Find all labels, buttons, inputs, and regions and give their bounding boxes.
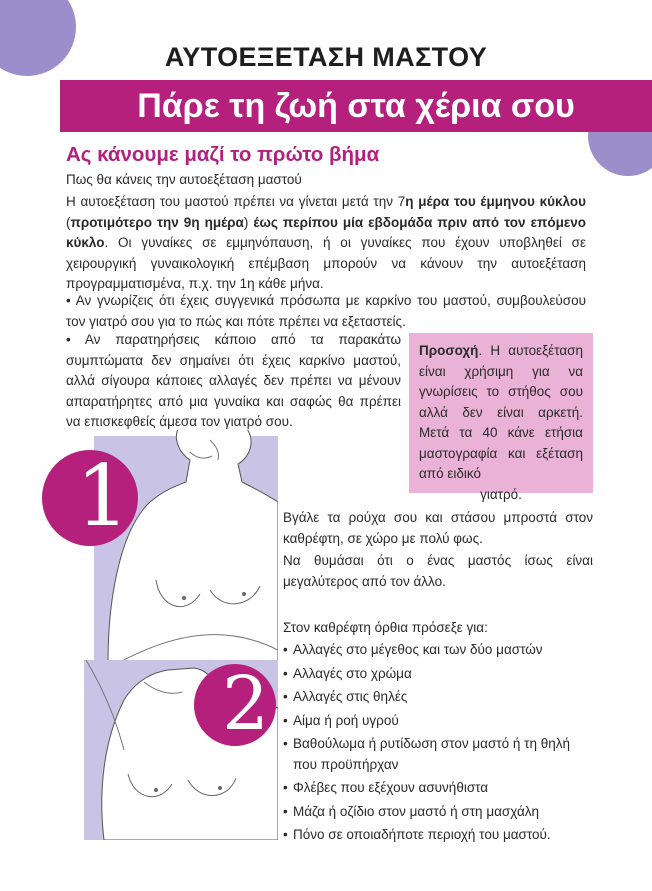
checklist-item: • Πόνο σε οποιαδήποτε περιοχή του μαστού. — [283, 825, 593, 846]
checklist-item: • Βαθούλωμα ή ρυτίδωση στον μαστό ή τη θηλή που προϋπήρχαν — [283, 734, 593, 775]
symptoms-checklist — [283, 640, 593, 849]
symptoms-paragraph: • Αν παρατηρήσεις κάποιο από τα παρακάτω συμπτώματα δεν σημαίνει ότι έχεις καρκίνο μαστού, αλλά σίγουρα κάποιες αλλαγές δεν πρέπει να μένουν απαρατήρητες από μια γυναίκα και σαφώς θα πρέπει να επισκεφθείς άμεσα τον γιατρό σου. — [66, 332, 401, 429]
size-reminder: Να θυμάσαι ότι ο ένας μαστός ίσως είναι μεγαλύτερος από τον άλλο. — [283, 553, 593, 589]
mirror-checklist-heading: Στον καθρέφτη όρθια πρόσεξε για: — [283, 620, 488, 635]
attention-note-box — [409, 333, 593, 502]
checklist-item: • Φλέβες που εξέχουν ασυνήθιστα — [283, 778, 593, 799]
intro-paragraph: Η αυτοεξέταση του μαστού πρέπει να γίνεται μετά την 7η μέρα του έμμηνου κύκλου (προτιμότερο την 9η ημέρα) έως περίπου μία εβδομάδα πριν από τον επόμενο κύκλο. Οι γυναίκες σε εμμηνόπαυση, ή οι γυναίκες που έχουν υποβληθεί σε χειρουργική γυναικολογική επέμβαση μπορούν να κάνουν την αυτοεξέταση προγραμματισμένα, π.χ. την 1η κάθε μήνα. — [66, 194, 586, 291]
note-text-end: γιατρό. — [480, 486, 522, 502]
undress-instruction: Βγάλε τα ρούχα σου και στάσου μπροστά στον καθρέφτη, σε χώρο με πολύ φως. — [283, 510, 593, 546]
section-subtitle: Πως θα κάνεις την αυτοεξέταση μαστού — [66, 172, 302, 187]
checklist-item: • Αλλαγές στο μέγεθος και των δύο μαστών — [283, 640, 593, 661]
checklist-item: • Μάζα ή οζίδιο στον μαστό ή στη μασχάλη — [283, 802, 593, 823]
checklist-item: • Αίμα ή ροή υγρού — [283, 711, 593, 732]
family-history-paragraph: • Αν γνωρίζεις ότι έχεις συγγενικά πρόσωπα με καρκίνο του μαστού, συμβουλεύσου τον γιατρό σου για το πώς και πότε πρέπει να εξεταστείς. — [66, 293, 586, 329]
banner-slogan: Πάρε τη ζωή στα χέρια σου — [137, 87, 575, 125]
step-2-number: 2 — [222, 661, 270, 747]
section-heading: Ας κάνουμε μαζί το πρώτο βήμα — [66, 143, 380, 166]
note-text: . Η αυτοεξέταση είναι χρήσιμη για να γνωρίσεις το στήθος σου αλλά δεν είναι αρκετή. Μετά τα 40 κάνε ετήσια μαστογραφία και εξέταση από ειδικό — [419, 343, 583, 481]
checklist-item: • Αλλαγές στο χρώμα — [283, 664, 593, 685]
step-1-number: 1 — [76, 447, 130, 545]
note-label: Προσοχή — [419, 343, 479, 358]
checklist-item: • Αλλαγές στις θηλές — [283, 687, 593, 708]
page-title: ΑΥΤΟΕΞΕΤΑΣΗ ΜΑΣΤΟΥ — [164, 42, 488, 72]
